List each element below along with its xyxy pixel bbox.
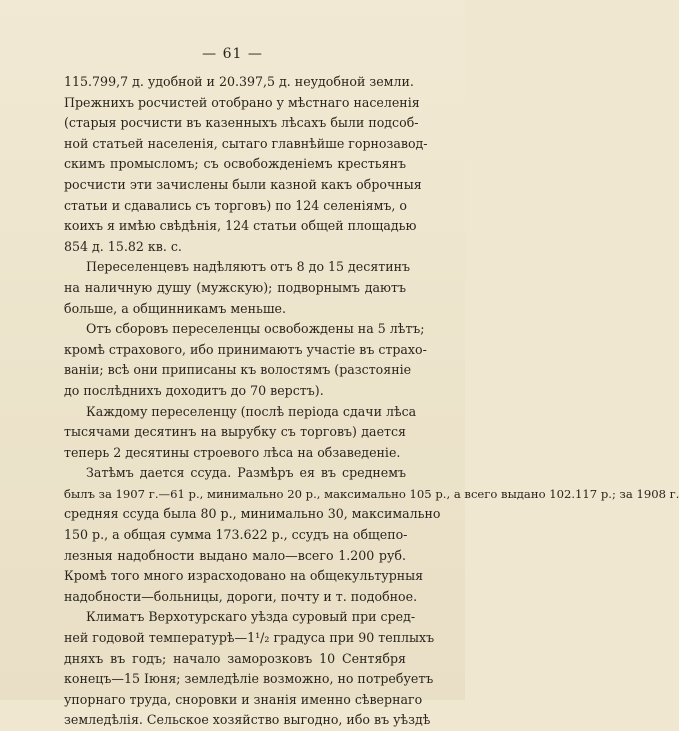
text-line: былъ за 1907 г.—61 р., минимально 20 р., максимально 105 р., а всего выдано 102.117 р.; за 1908 г. bbox=[64, 486, 679, 501]
body-text bbox=[64, 72, 679, 731]
text-line: надобности—больницы, дороги, почту и т. подобное. bbox=[64, 588, 418, 604]
text-line: дняхъ въ годъ; начало заморозковъ 10 Сентября bbox=[64, 650, 406, 666]
text-line: ваніи; всѣ они приписаны къ волостямъ (разстояніе bbox=[64, 362, 412, 378]
text-line: земледѣлія. Сельское хозяйство выгодно, ибо въ уѣздѣ bbox=[64, 712, 431, 728]
text-line: до послѣднихъ доходитъ до 70 верстъ). bbox=[64, 382, 324, 398]
page-number: — 61 — bbox=[202, 46, 263, 62]
text-line: Прежнихъ росчистей отобрано у мѣстнаго населенія bbox=[64, 94, 420, 110]
text-line: ней годовой температурѣ—1¹/₂ градуса при 90 теплыхъ bbox=[64, 630, 435, 646]
text-line: коихъ я имѣю свѣдѣнія, 124 статьи общей площадью bbox=[64, 218, 417, 234]
paragraph bbox=[64, 257, 411, 319]
text-line: тысячами десятинъ на вырубку съ торговъ) дается bbox=[64, 424, 406, 440]
text-line: средняя ссуда была 80 р., минимально 30, максимально bbox=[64, 506, 441, 522]
paragraph bbox=[64, 402, 417, 464]
text-line: на наличную душу (мужскую); подворнымъ даютъ bbox=[64, 279, 406, 295]
text-line: Каждому переселенцу (послѣ періода сдачи лѣса bbox=[86, 403, 417, 419]
text-line: теперь 2 десятины строевого лѣса на обзаведеніе. bbox=[64, 444, 401, 460]
text-line: Кромѣ того много израсходовано на общекультурныя bbox=[64, 568, 424, 584]
text-line: Переселенцевъ надѣляютъ отъ 8 до 15 десятинъ bbox=[86, 259, 411, 275]
text-line: 115.799,7 д. удобной и 20.397,5 д. неудобной земли. bbox=[64, 74, 414, 89]
text-line: упорнаго труда, сноровки и знанія именно сѣвернаго bbox=[64, 691, 423, 707]
text-line: больше, а общинникамъ меньше. bbox=[64, 300, 287, 316]
text-line: 150 р., а общая сумма 173.622 р., ссудъ на общепо- bbox=[64, 527, 408, 543]
text-line: ной статьей населенія, сытаго главнѣйше горнозавод- bbox=[64, 135, 428, 151]
text-line: 854 д. 15.82 кв. с. bbox=[64, 238, 182, 254]
paragraph bbox=[64, 607, 435, 731]
paragraph bbox=[64, 463, 679, 607]
text-line: Затѣмъ дается ссуда. Размѣръ ея въ среднемъ bbox=[86, 465, 406, 481]
paragraph bbox=[64, 72, 428, 257]
text-line: конецъ—15 Іюня; земледѣліе возможно, но потребуетъ bbox=[64, 671, 434, 687]
text-line: росчисти эти зачислены были казной какъ оброчныя bbox=[64, 176, 422, 192]
text-line: лезныя надобности выдано мало—всего 1.200 руб. bbox=[64, 547, 406, 563]
text-line: Отъ сборовъ переселенцы освобождены на 5 лѣтъ; bbox=[86, 321, 425, 337]
text-line: статьи и сдавались съ торговъ) по 124 селеніямъ, о bbox=[64, 197, 407, 213]
text-line: (старыя росчисти въ казенныхъ лѣсахъ были подсоб- bbox=[64, 115, 419, 131]
paragraph bbox=[64, 319, 427, 401]
text-line: скимъ промысломъ; съ освобожденіемъ крестьянъ bbox=[64, 156, 406, 172]
text-line: Климатъ Верхотурскаго уѣзда суровый при сред- bbox=[86, 609, 416, 625]
text-line: кромѣ страхового, ибо принимаютъ участіе въ страхо- bbox=[64, 341, 427, 357]
